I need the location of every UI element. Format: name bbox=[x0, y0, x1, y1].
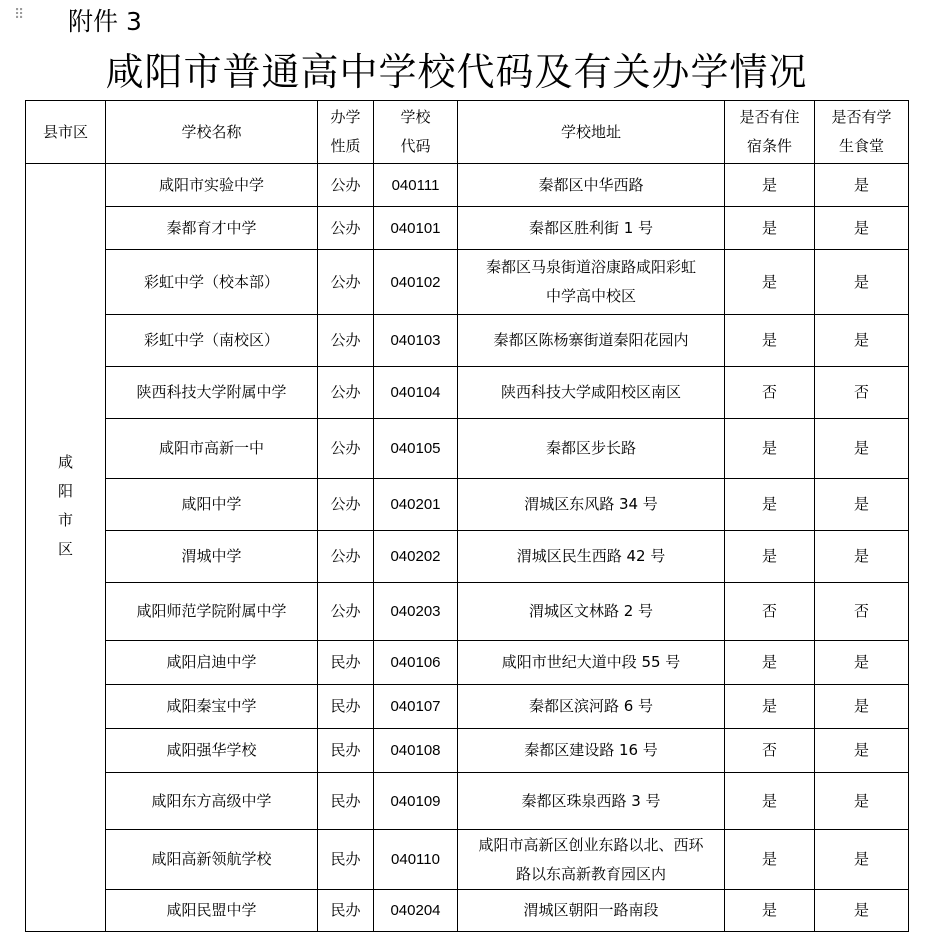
school-name-cell: 咸阳市高新一中 bbox=[106, 419, 318, 479]
school-type-cell: 公办 bbox=[318, 419, 374, 479]
header-school-type bbox=[318, 101, 374, 164]
school-name-cell: 咸阳民盟中学 bbox=[106, 890, 318, 932]
table-body bbox=[26, 164, 909, 932]
address-cell bbox=[458, 479, 725, 531]
county-char: 咸 bbox=[57, 452, 73, 471]
address-line2: 路以东高新教育园区内 bbox=[515, 864, 666, 883]
school-type-cell: 公办 bbox=[318, 583, 374, 641]
table-header-row bbox=[26, 101, 909, 164]
school-type-cell: 民办 bbox=[318, 641, 374, 685]
address-cell bbox=[458, 250, 725, 315]
address-cell bbox=[458, 773, 725, 830]
school-name-cell: 秦都育才中学 bbox=[106, 207, 318, 250]
address-line1: 秦都区胜利街 1 号 bbox=[528, 218, 654, 237]
school-type-cell: 民办 bbox=[318, 685, 374, 729]
canteen-cell: 否 bbox=[815, 367, 909, 419]
canteen-cell: 是 bbox=[815, 890, 909, 932]
header-school-type-line2: 性质 bbox=[330, 137, 361, 155]
address-cell bbox=[458, 890, 725, 932]
school-table bbox=[25, 100, 909, 932]
table-row bbox=[26, 890, 909, 932]
header-county: 县市区 bbox=[26, 101, 106, 164]
canteen-cell: 是 bbox=[815, 830, 909, 890]
header-school-type-line1: 办学 bbox=[330, 108, 361, 126]
table-row bbox=[26, 583, 909, 641]
school-type-cell: 民办 bbox=[318, 773, 374, 830]
school-code-cell: 040108 bbox=[374, 729, 458, 773]
header-dorm-line2: 宿条件 bbox=[746, 137, 792, 155]
school-name-cell: 渭城中学 bbox=[106, 531, 318, 583]
canteen-cell: 是 bbox=[815, 685, 909, 729]
address-cell bbox=[458, 685, 725, 729]
table-row bbox=[26, 207, 909, 250]
school-type-cell: 公办 bbox=[318, 164, 374, 207]
school-name-cell: 咸阳强华学校 bbox=[106, 729, 318, 773]
attachment-label: 附件 3 bbox=[68, 7, 142, 36]
school-code-cell: 040201 bbox=[374, 479, 458, 531]
school-name-cell: 彩虹中学（南校区） bbox=[106, 315, 318, 367]
address-line1: 渭城区文林路 2 号 bbox=[528, 602, 654, 620]
address-cell bbox=[458, 830, 725, 890]
dorm-cell: 否 bbox=[725, 583, 815, 641]
address-line1: 秦都区中华西路 bbox=[538, 175, 644, 194]
school-code-cell: 040204 bbox=[374, 890, 458, 932]
school-code-cell: 040101 bbox=[374, 207, 458, 250]
canteen-cell: 是 bbox=[815, 773, 909, 830]
address-line1: 秦都区马泉街道浴康路咸阳彩虹 bbox=[485, 258, 696, 276]
school-type-cell: 公办 bbox=[318, 207, 374, 250]
canteen-cell: 是 bbox=[815, 641, 909, 685]
county-char: 区 bbox=[57, 539, 73, 558]
address-line1: 陕西科技大学咸阳校区南区 bbox=[500, 383, 681, 401]
canteen-cell: 是 bbox=[815, 479, 909, 531]
header-canteen-line1: 是否有学 bbox=[831, 108, 892, 126]
address-cell bbox=[458, 641, 725, 685]
table-row bbox=[26, 367, 909, 419]
address-cell bbox=[458, 207, 725, 250]
school-code-cell: 040106 bbox=[374, 641, 458, 685]
school-name-cell: 陕西科技大学附属中学 bbox=[106, 367, 318, 419]
canteen-cell: 是 bbox=[815, 531, 909, 583]
county-name-vertical bbox=[28, 448, 103, 564]
table-row bbox=[26, 641, 909, 685]
table-row bbox=[26, 315, 909, 367]
canteen-cell: 是 bbox=[815, 250, 909, 315]
county-char: 市 bbox=[57, 510, 73, 529]
address-line1: 渭城区东风路 34 号 bbox=[524, 495, 658, 513]
address-line1: 咸阳市世纪大道中段 55 号 bbox=[501, 653, 681, 671]
header-school-code-line1: 学校 bbox=[400, 108, 431, 126]
table-row bbox=[26, 830, 909, 890]
dorm-cell: 否 bbox=[725, 729, 815, 773]
address-cell bbox=[458, 531, 725, 583]
canteen-cell: 是 bbox=[815, 164, 909, 207]
address-cell bbox=[458, 729, 725, 773]
table-row bbox=[26, 250, 909, 315]
address-cell bbox=[458, 164, 725, 207]
address-cell bbox=[458, 315, 725, 367]
school-code-cell: 040102 bbox=[374, 250, 458, 315]
school-name-cell: 咸阳东方高级中学 bbox=[106, 773, 318, 830]
school-code-cell: 040109 bbox=[374, 773, 458, 830]
school-type-cell: 民办 bbox=[318, 830, 374, 890]
header-canteen bbox=[815, 101, 909, 164]
school-code-cell: 040203 bbox=[374, 583, 458, 641]
county-cell bbox=[26, 164, 106, 932]
school-name-cell: 咸阳秦宝中学 bbox=[106, 685, 318, 729]
county-char: 阳 bbox=[57, 481, 73, 500]
header-canteen-line2: 生食堂 bbox=[838, 137, 884, 155]
dorm-cell: 是 bbox=[725, 830, 815, 890]
table-row bbox=[26, 419, 909, 479]
dorm-cell: 是 bbox=[725, 479, 815, 531]
dorm-cell: 否 bbox=[725, 367, 815, 419]
header-address: 学校地址 bbox=[458, 101, 725, 164]
header-school-code-line2: 代码 bbox=[400, 137, 431, 155]
address-line2: 中学高中校区 bbox=[545, 287, 636, 305]
address-cell bbox=[458, 583, 725, 641]
school-code-cell: 040107 bbox=[374, 685, 458, 729]
school-type-cell: 公办 bbox=[318, 315, 374, 367]
canteen-cell: 是 bbox=[815, 419, 909, 479]
school-type-cell: 公办 bbox=[318, 250, 374, 315]
dorm-cell: 是 bbox=[725, 641, 815, 685]
school-code-cell: 040104 bbox=[374, 367, 458, 419]
address-cell bbox=[458, 419, 725, 479]
school-code-cell: 040103 bbox=[374, 315, 458, 367]
table-row bbox=[26, 729, 909, 773]
school-name-cell: 咸阳市实验中学 bbox=[106, 164, 318, 207]
dorm-cell: 是 bbox=[725, 315, 815, 367]
dorm-cell: 是 bbox=[725, 685, 815, 729]
address-line1: 秦都区建设路 16 号 bbox=[524, 741, 658, 759]
address-line1: 秦都区步长路 bbox=[545, 439, 636, 457]
canteen-cell: 是 bbox=[815, 315, 909, 367]
school-name-cell: 咸阳启迪中学 bbox=[106, 641, 318, 685]
table-row bbox=[26, 531, 909, 583]
header-dorm-line1: 是否有住 bbox=[739, 108, 800, 126]
school-type-cell: 公办 bbox=[318, 531, 374, 583]
school-code-cell: 040110 bbox=[374, 830, 458, 890]
dorm-cell: 是 bbox=[725, 207, 815, 250]
table-row bbox=[26, 685, 909, 729]
school-type-cell: 民办 bbox=[318, 890, 374, 932]
school-name-cell: 咸阳师范学院附属中学 bbox=[106, 583, 318, 641]
header-dorm bbox=[725, 101, 815, 164]
header-school-code bbox=[374, 101, 458, 164]
dorm-cell: 是 bbox=[725, 419, 815, 479]
table-row bbox=[26, 773, 909, 830]
canteen-cell: 是 bbox=[815, 729, 909, 773]
address-line1: 秦都区滨河路 6 号 bbox=[528, 697, 654, 715]
school-code-cell: 040202 bbox=[374, 531, 458, 583]
address-line1: 渭城区朝阳一路南段 bbox=[523, 901, 659, 919]
table-row bbox=[26, 479, 909, 531]
table-row bbox=[26, 164, 909, 207]
drag-handle-icon[interactable]: ⠿ bbox=[14, 7, 24, 23]
header-school-name: 学校名称 bbox=[106, 101, 318, 164]
dorm-cell: 是 bbox=[725, 773, 815, 830]
school-name-cell: 咸阳中学 bbox=[106, 479, 318, 531]
school-name-cell: 咸阳高新领航学校 bbox=[106, 830, 318, 890]
page-title: 咸阳市普通高中学校代码及有关办学情况 bbox=[105, 50, 808, 94]
address-line1: 秦都区陈杨寨街道秦阳花园内 bbox=[493, 331, 689, 349]
dorm-cell: 是 bbox=[725, 890, 815, 932]
school-type-cell: 民办 bbox=[318, 729, 374, 773]
address-line1: 渭城区民生西路 42 号 bbox=[516, 547, 666, 565]
canteen-cell: 否 bbox=[815, 583, 909, 641]
dorm-cell: 是 bbox=[725, 531, 815, 583]
school-code-cell: 040111 bbox=[374, 164, 458, 207]
school-name-cell: 彩虹中学（校本部） bbox=[106, 250, 318, 315]
school-code-cell: 040105 bbox=[374, 419, 458, 479]
address-line1: 咸阳市高新区创业东路以北、西环 bbox=[478, 835, 704, 854]
school-type-cell: 公办 bbox=[318, 479, 374, 531]
school-type-cell: 公办 bbox=[318, 367, 374, 419]
address-cell bbox=[458, 367, 725, 419]
dorm-cell: 是 bbox=[725, 164, 815, 207]
dorm-cell: 是 bbox=[725, 250, 815, 315]
address-line1: 秦都区珠泉西路 3 号 bbox=[521, 791, 661, 810]
canteen-cell: 是 bbox=[815, 207, 909, 250]
